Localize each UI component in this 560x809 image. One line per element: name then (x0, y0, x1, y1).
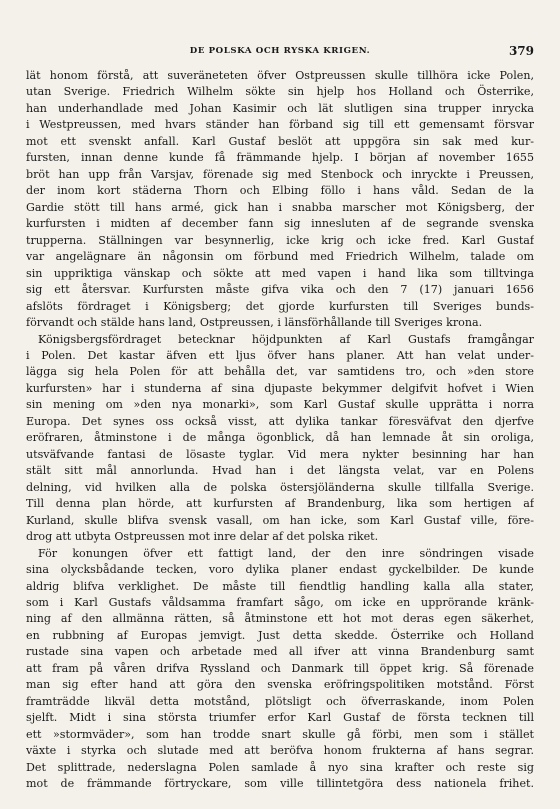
text-line: ning af den allmänna rätten, så åtminstone ett hot mot deras egen säkerhet, (26, 612, 534, 626)
text-line: Till denna plan hörde, att kurfursten af Brandenburg, lika som hertigen af (26, 497, 534, 511)
text-line: mot ett svenskt anfall. Karl Gustaf beslöt att uppgöra sin sak med kur- (26, 134, 534, 148)
text-line: framträdde likväl detta motstånd, plötsligt och öfverraskande, inom Polen (26, 694, 534, 708)
text-line: sin mening om »den nya monarki», som Karl Gustaf skulle upprätta i norra (26, 398, 534, 412)
text-line: var angelägnare än någonsin om förbund med Friedrich Wilhelm, talade om (26, 250, 534, 264)
text-line: stält sitt mål annorlunda. Hvad han i det längsta velat, var en Polens (26, 464, 534, 478)
text-line: drog att utbyta Ostpreussen mot inre delar af det polska riket. (26, 530, 379, 544)
text-line: mot de främmande förtryckare, som ville tillintetgöra dess nationela frihet. (26, 777, 534, 791)
text-line: Europa. Det synes oss också visst, att dylika tankar föresväfvat den djerfve (26, 414, 534, 428)
text-line: förvandt och stälde hans land, Ostpreussen, i länsförhållande till Sveriges krona. (26, 316, 483, 330)
text-line: För konungen öfver ett fattigt land, der den inre söndringen visade (38, 546, 534, 560)
text-line: lägga sig hela Polen för att behålla det, var samtidens tro, och »den store (26, 365, 534, 379)
text-line: aldrig blifva verklighet. De måste till fiendtlig handling kalla alla stater, (26, 579, 534, 593)
text-line: Königsbergsfördraget betecknar höjdpunkten af Karl Gustafs framgångar (38, 332, 534, 346)
text-line: i Polen. Det kastar äfven ett ljus öfver hans planer. Att han velat under- (26, 348, 534, 362)
running-title: DE POLSKA OCH RYSKA KRIGEN. (189, 46, 371, 56)
text-line: sjelft. Midt i sina största triumfer erfor Karl Gustaf de första tecknen till (26, 711, 534, 725)
text-line: Det splittrade, nederslagna Polen samlade å nyo sina krafter och reste sig (26, 760, 534, 774)
text-line: sina olycksbådande tecken, voro dylika planer endast gyckelbilder. De kunde (26, 563, 534, 577)
text-line: sin uppriktiga vänskap och sökte att med vapen i hand lika som tilltvinga (26, 266, 534, 280)
text-line: sig ett återsvar. Kurfursten måste gifva vika och den 7 (17) januari 1656 (26, 283, 534, 297)
text-line: han underhandlade med Johan Kasimir och lät slutligen sina trupper inrycka (26, 101, 534, 115)
text-line: delning, vid hvilken alla de polska östersjöländerna skulle tillfalla Sverige. (26, 480, 534, 494)
text-line: rustade sina vapen och arbetade med all ifver att vinna Brandenburg samt (26, 645, 534, 659)
text-line: att fram på våren drifva Ryssland och Danmark till öppet krig. Så förenade (26, 661, 534, 675)
text-line: kurfursten i midten af december fann sig innesluten af de segrande svenska (26, 217, 534, 231)
text-line: afslöts fördraget i Königsberg; det gjorde kurfursten till Sveriges bunds- (26, 299, 534, 313)
text-line: Gardie stött till hans armé, gick han i snabba marscher mot Königsberg, der (26, 200, 534, 214)
text-line: man sig efter hand att göra den svenska eröfringspolitiken motstånd. Först (26, 678, 534, 692)
text-line: bröt han upp från Varsjav, förenade sig med Stenbock och inryckte i Preussen, (26, 167, 534, 181)
text-line: der inom kort städerna Thorn och Elbing föllo i hans våld. Sedan de la (26, 184, 534, 198)
text-line: utan Sverige. Friedrich Wilhelm sökte sin hjelp hos Holland och Österrike, (26, 85, 534, 99)
text-line: utsväfvande fantasi de lösaste tyglar. Vid mera nykter besinning har han (26, 447, 534, 461)
text-line: en rubbning af Europas jemvigt. Just detta skedde. Österrike och Holland (26, 628, 534, 642)
running-head (26, 44, 534, 62)
text-line: lät honom förstå, att suveräneteten öfver Ostpreussen skulle tillhöra icke Polen, (26, 69, 534, 82)
text-line: kurfursten» har i stunderna af sina djupaste bekymmer delgifvit hofvet i Wien (26, 381, 534, 395)
text-line: Kurland, skulle blifva svensk vasall, om han icke, som Karl Gustaf ville, före- (26, 513, 534, 527)
text-line: ett »stormväder», som han trodde snart skulle gå förbi, men som i stället (26, 727, 534, 741)
page-number: 379 (508, 44, 534, 58)
body-text (26, 68, 534, 793)
text-line: eröfraren, åtminstone i de många ögonblick, då han lemnade åt sin oroliga, (26, 431, 534, 445)
text-line: i Westpreussen, med hvars ständer han förband sig till ett gemensamt försvar (26, 118, 534, 132)
text-line: trupperna. Ställningen var besynnerlig, icke krig och icke fred. Karl Gustaf (26, 233, 534, 247)
text-line: fursten, innan denne kunde få främmande hjelp. I början af november 1655 (26, 151, 534, 165)
text-line: växte i styrka och slutade med att beröfva honom frukterna af hans segrar. (26, 744, 534, 758)
text-line: som i Karl Gustafs våldsamma framfart sågo, om icke en upprörande kränk- (26, 596, 534, 609)
